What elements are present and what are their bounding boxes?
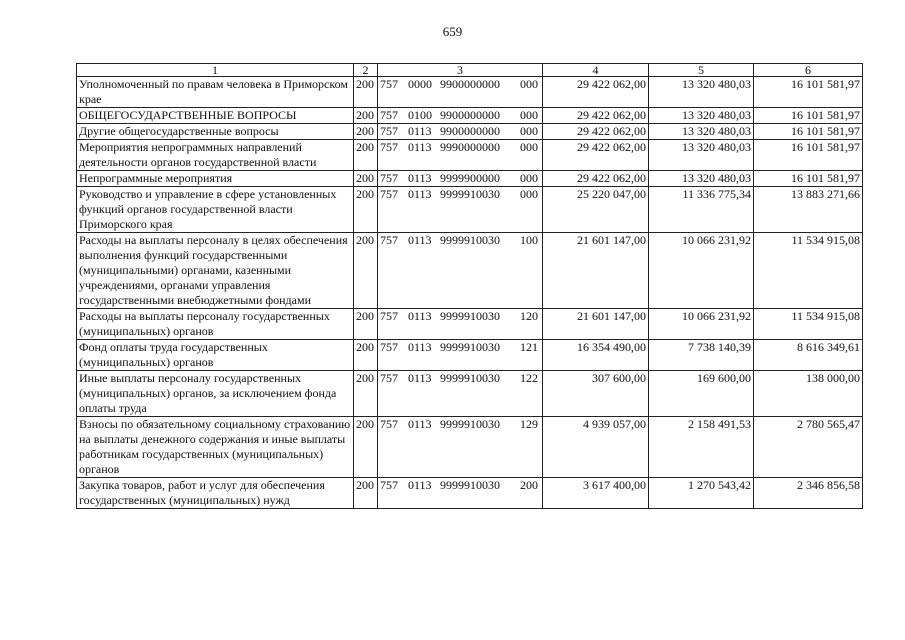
row-gr: 757 [380, 371, 398, 385]
row-name: Непрограммные мероприятия [77, 171, 354, 187]
row-sec: 0113 [408, 340, 432, 354]
row-value-5: 13 320 480,03 [649, 77, 754, 108]
row-sec: 0113 [408, 309, 432, 323]
budget-table [76, 63, 863, 509]
col-header: 1 [77, 64, 354, 77]
table-row [77, 140, 863, 171]
row-sec: 0113 [408, 417, 432, 431]
row-value-6: 8 616 349,61 [754, 340, 863, 371]
row-value-4: 25 220 047,00 [543, 187, 649, 233]
row-vr: 200 [520, 478, 538, 492]
row-code [378, 140, 543, 171]
row-ved: 200 [354, 233, 378, 309]
row-name: Уполномоченный по правам человека в Приморском крае [77, 77, 354, 108]
row-csr: 9999910030 [440, 417, 500, 431]
row-sec: 0113 [408, 124, 432, 138]
row-ved: 200 [354, 77, 378, 108]
row-value-5: 169 600,00 [649, 371, 754, 417]
row-vr: 000 [520, 124, 538, 138]
row-csr: 9990000000 [440, 140, 500, 154]
row-sec: 0000 [408, 77, 432, 91]
table-row [77, 478, 863, 509]
row-csr: 9999910030 [440, 340, 500, 354]
row-vr: 121 [520, 340, 538, 354]
row-csr: 9999900000 [440, 171, 500, 185]
row-value-5: 7 738 140,39 [649, 340, 754, 371]
table-row [77, 108, 863, 124]
row-csr: 9999910030 [440, 233, 500, 247]
row-value-4: 29 422 062,00 [543, 108, 649, 124]
table-row [77, 340, 863, 371]
row-value-4: 21 601 147,00 [543, 309, 649, 340]
page-number: 659 [442, 24, 463, 39]
row-gr: 757 [380, 233, 398, 247]
row-value-6: 11 534 915,08 [754, 233, 863, 309]
row-value-5: 13 320 480,03 [649, 171, 754, 187]
row-sec: 0113 [408, 140, 432, 154]
row-ved: 200 [354, 340, 378, 371]
row-name: Расходы на выплаты персоналу государственных (муниципальных) органов [77, 309, 354, 340]
col-header: 5 [649, 64, 754, 77]
row-value-4: 4 939 057,00 [543, 417, 649, 478]
row-value-6: 16 101 581,97 [754, 124, 863, 140]
row-ved: 200 [354, 187, 378, 233]
row-vr: 000 [520, 140, 538, 154]
row-csr: 9999910030 [440, 371, 500, 385]
row-csr: 9900000000 [440, 124, 500, 138]
row-value-6: 13 883 271,66 [754, 187, 863, 233]
row-code [378, 478, 543, 509]
table-row [77, 371, 863, 417]
row-code [378, 417, 543, 478]
row-gr: 757 [380, 171, 398, 185]
row-value-5: 13 320 480,03 [649, 140, 754, 171]
row-code [378, 233, 543, 309]
row-csr: 9999910030 [440, 187, 500, 201]
row-value-6: 2 780 565,47 [754, 417, 863, 478]
row-gr: 757 [380, 77, 398, 91]
row-vr: 100 [520, 233, 538, 247]
table-row [77, 187, 863, 233]
row-vr: 000 [520, 171, 538, 185]
row-vr: 000 [520, 77, 538, 91]
table-row [77, 417, 863, 478]
table-row [77, 309, 863, 340]
row-gr: 757 [380, 108, 398, 122]
row-sec: 0113 [408, 233, 432, 247]
col-header: 2 [354, 64, 378, 77]
row-sec: 0113 [408, 371, 432, 385]
row-code [378, 171, 543, 187]
row-ved: 200 [354, 124, 378, 140]
row-value-6: 138 000,00 [754, 371, 863, 417]
col-header: 4 [543, 64, 649, 77]
row-value-4: 16 354 490,00 [543, 340, 649, 371]
row-value-4: 307 600,00 [543, 371, 649, 417]
row-name: Закупка товаров, работ и услуг для обеспечения государственных (муниципальных) нужд [77, 478, 354, 509]
row-name: Руководство и управление в сфере установленных функций органов государственной власти Приморского края [77, 187, 354, 233]
row-value-6: 16 101 581,97 [754, 171, 863, 187]
row-gr: 757 [380, 187, 398, 201]
row-value-5: 2 158 491,53 [649, 417, 754, 478]
row-vr: 120 [520, 309, 538, 323]
row-value-6: 2 346 856,58 [754, 478, 863, 509]
row-sec: 0113 [408, 171, 432, 185]
row-value-4: 29 422 062,00 [543, 124, 649, 140]
row-csr: 9900000000 [440, 108, 500, 122]
table-row [77, 124, 863, 140]
row-vr: 000 [520, 187, 538, 201]
row-value-6: 16 101 581,97 [754, 140, 863, 171]
row-ved: 200 [354, 140, 378, 171]
row-ved: 200 [354, 478, 378, 509]
row-gr: 757 [380, 124, 398, 138]
row-value-4: 21 601 147,00 [543, 233, 649, 309]
table-row [77, 171, 863, 187]
row-gr: 757 [380, 140, 398, 154]
header-row [77, 64, 863, 77]
row-ved: 200 [354, 309, 378, 340]
row-ved: 200 [354, 108, 378, 124]
row-name: Другие общегосударственные вопросы [77, 124, 354, 140]
row-name: Фонд оплаты труда государственных (муниципальных) органов [77, 340, 354, 371]
row-vr: 000 [520, 108, 538, 122]
row-code [378, 309, 543, 340]
row-value-4: 29 422 062,00 [543, 171, 649, 187]
col-header: 3 [378, 64, 543, 77]
row-value-6: 16 101 581,97 [754, 108, 863, 124]
row-value-6: 11 534 915,08 [754, 309, 863, 340]
row-ved: 200 [354, 417, 378, 478]
row-value-4: 29 422 062,00 [543, 140, 649, 171]
table-row [77, 233, 863, 309]
row-vr: 122 [520, 371, 538, 385]
row-code [378, 340, 543, 371]
table-row [77, 77, 863, 108]
row-value-4: 29 422 062,00 [543, 77, 649, 108]
row-value-6: 16 101 581,97 [754, 77, 863, 108]
row-csr: 9999910030 [440, 478, 500, 492]
row-gr: 757 [380, 340, 398, 354]
row-value-5: 10 066 231,92 [649, 309, 754, 340]
row-gr: 757 [380, 478, 398, 492]
row-value-5: 10 066 231,92 [649, 233, 754, 309]
row-code [378, 371, 543, 417]
row-value-5: 13 320 480,03 [649, 124, 754, 140]
row-ved: 200 [354, 171, 378, 187]
row-sec: 0113 [408, 187, 432, 201]
row-csr: 9999910030 [440, 309, 500, 323]
row-value-4: 3 617 400,00 [543, 478, 649, 509]
row-code [378, 108, 543, 124]
row-gr: 757 [380, 417, 398, 431]
row-csr: 9900000000 [440, 77, 500, 91]
row-gr: 757 [380, 309, 398, 323]
row-code [378, 124, 543, 140]
row-value-5: 1 270 543,42 [649, 478, 754, 509]
row-name: Иные выплаты персоналу государственных (муниципальных) органов, за исключением фонда оплаты труда [77, 371, 354, 417]
row-value-5: 13 320 480,03 [649, 108, 754, 124]
row-code [378, 77, 543, 108]
col-header: 6 [754, 64, 863, 77]
row-name: Взносы по обязательному социальному страхованию на выплаты денежного содержания и иные выплаты работникам государственных (муниципальных) органов [77, 417, 354, 478]
row-value-5: 11 336 775,34 [649, 187, 754, 233]
row-name: Мероприятия непрограммных направлений деятельности органов государственной власти [77, 140, 354, 171]
row-sec: 0100 [408, 108, 432, 122]
row-ved: 200 [354, 371, 378, 417]
row-code [378, 187, 543, 233]
row-name: ОБЩЕГОСУДАРСТВЕННЫЕ ВОПРОСЫ [77, 108, 354, 124]
row-vr: 129 [520, 417, 538, 431]
row-name: Расходы на выплаты персоналу в целях обеспечения выполнения функций государственными (муниципальными) органами, казенными учреждениями, органами управления государственными внебюджетными фондами [77, 233, 354, 309]
row-sec: 0113 [408, 478, 432, 492]
